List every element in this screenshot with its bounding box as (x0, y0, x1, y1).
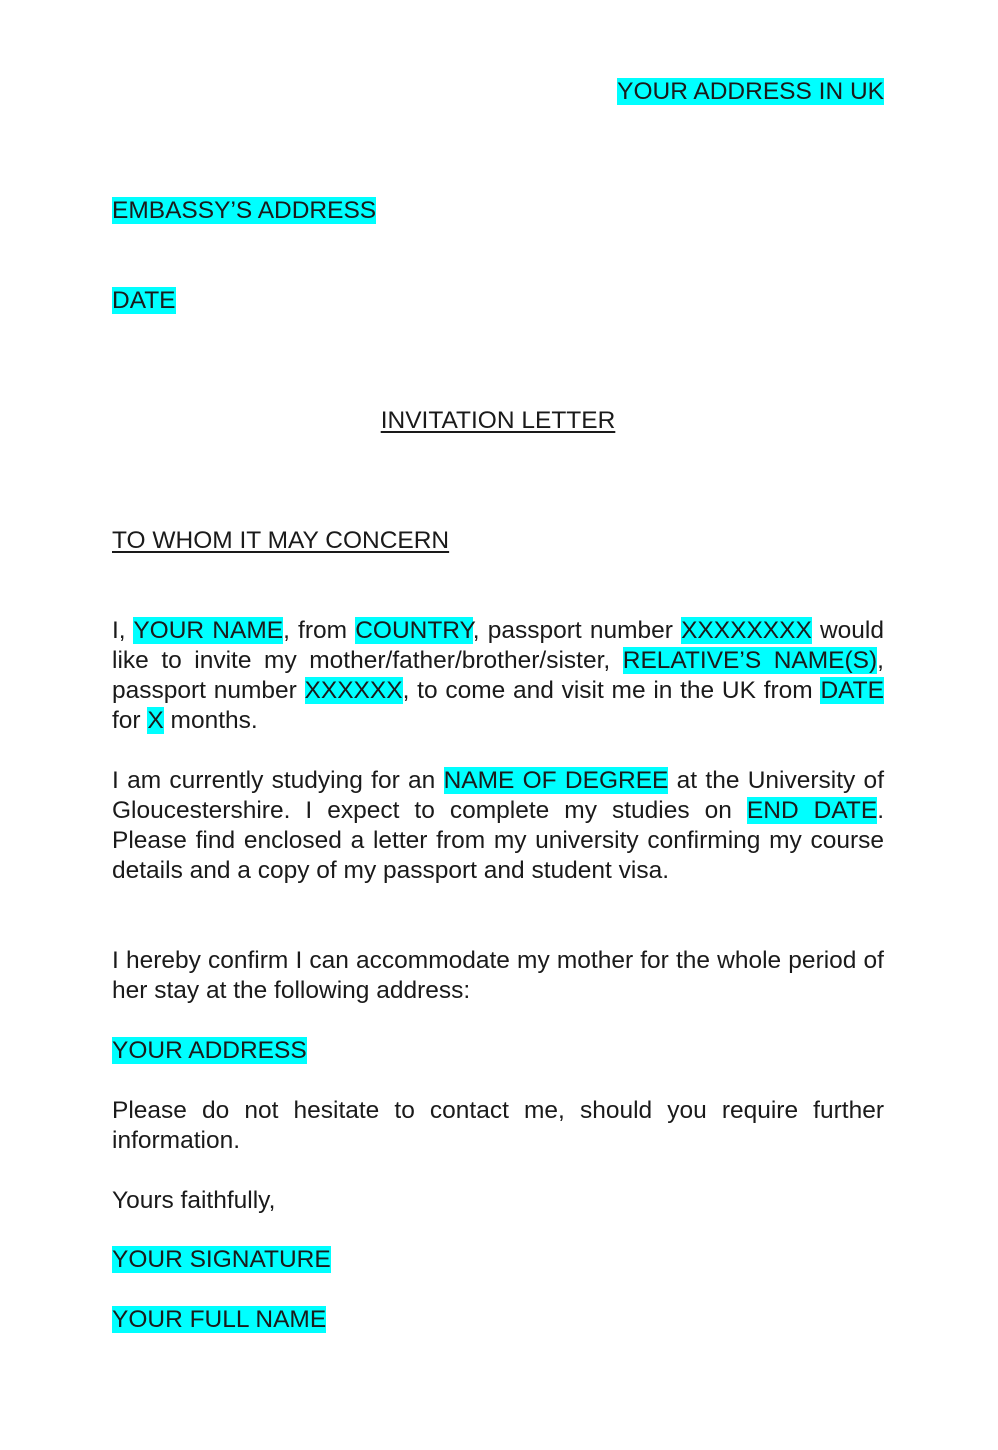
end-date-placeholder: END DATE (746, 797, 878, 824)
months-placeholder: X (147, 707, 164, 734)
signature-line (112, 1245, 884, 1275)
country-placeholder: COUNTRY (355, 617, 473, 644)
embassy-address: EMBASSY’S ADDRESS (112, 197, 377, 224)
full-name-line (112, 1305, 884, 1335)
accommodation-address-line (112, 1036, 884, 1066)
own-passport-placeholder: XXXXXXXX (681, 617, 812, 644)
text-segment: . Please find enclosed a letter from my university confirming my course details and a copy of my passport and student visa. (112, 797, 884, 884)
your-name-placeholder: YOUR NAME (133, 617, 284, 644)
paragraph-invitation (112, 616, 884, 736)
accommodation-address: YOUR ADDRESS (112, 1037, 307, 1064)
sender-address-line (112, 77, 884, 107)
text-segment: at the University of Gloucestershire. I expect to complete my studies on (112, 767, 884, 824)
full-name-placeholder: YOUR FULL NAME (112, 1306, 327, 1333)
closing: Yours faithfully, (112, 1187, 276, 1214)
signature-placeholder: YOUR SIGNATURE (112, 1246, 331, 1273)
text-segment: months. (163, 707, 258, 734)
paragraph-accommodation: I hereby confirm I can accommodate my mother for the whole period of her stay at the following address: (112, 947, 884, 1004)
embassy-address-line (112, 196, 884, 226)
text-segment: , passport number (472, 617, 682, 644)
text-segment: would like to invite my mother/father/brother/sister, (112, 617, 884, 674)
relative-name-placeholder: RELATIVE’S NAME(S) (622, 647, 878, 674)
text-segment: I, (112, 617, 134, 644)
title-line (112, 406, 884, 436)
salutation-line (112, 526, 884, 556)
date-line (112, 286, 884, 316)
text-segment: , to come and visit me in the UK from (402, 677, 821, 704)
paragraph-contact: Please do not hesitate to contact me, should you require further information. (112, 1097, 884, 1154)
closing-line (112, 1186, 884, 1216)
text-segment: for (112, 707, 148, 734)
text-segment: , passport number (112, 647, 884, 704)
salutation: TO WHOM IT MAY CONCERN (112, 527, 450, 554)
paragraph-studies (112, 766, 884, 886)
letter-page (112, 0, 884, 1450)
degree-placeholder: NAME OF DEGREE (443, 767, 669, 794)
letter-date: DATE (112, 287, 176, 314)
visit-date-placeholder: DATE (820, 677, 884, 704)
letter-title: INVITATION LETTER (380, 407, 616, 434)
relative-passport-placeholder: XXXXXX (304, 677, 403, 704)
sender-address: YOUR ADDRESS IN UK (617, 78, 884, 105)
text-segment: , from (283, 617, 356, 644)
text-segment: I am currently studying for an (112, 767, 444, 794)
